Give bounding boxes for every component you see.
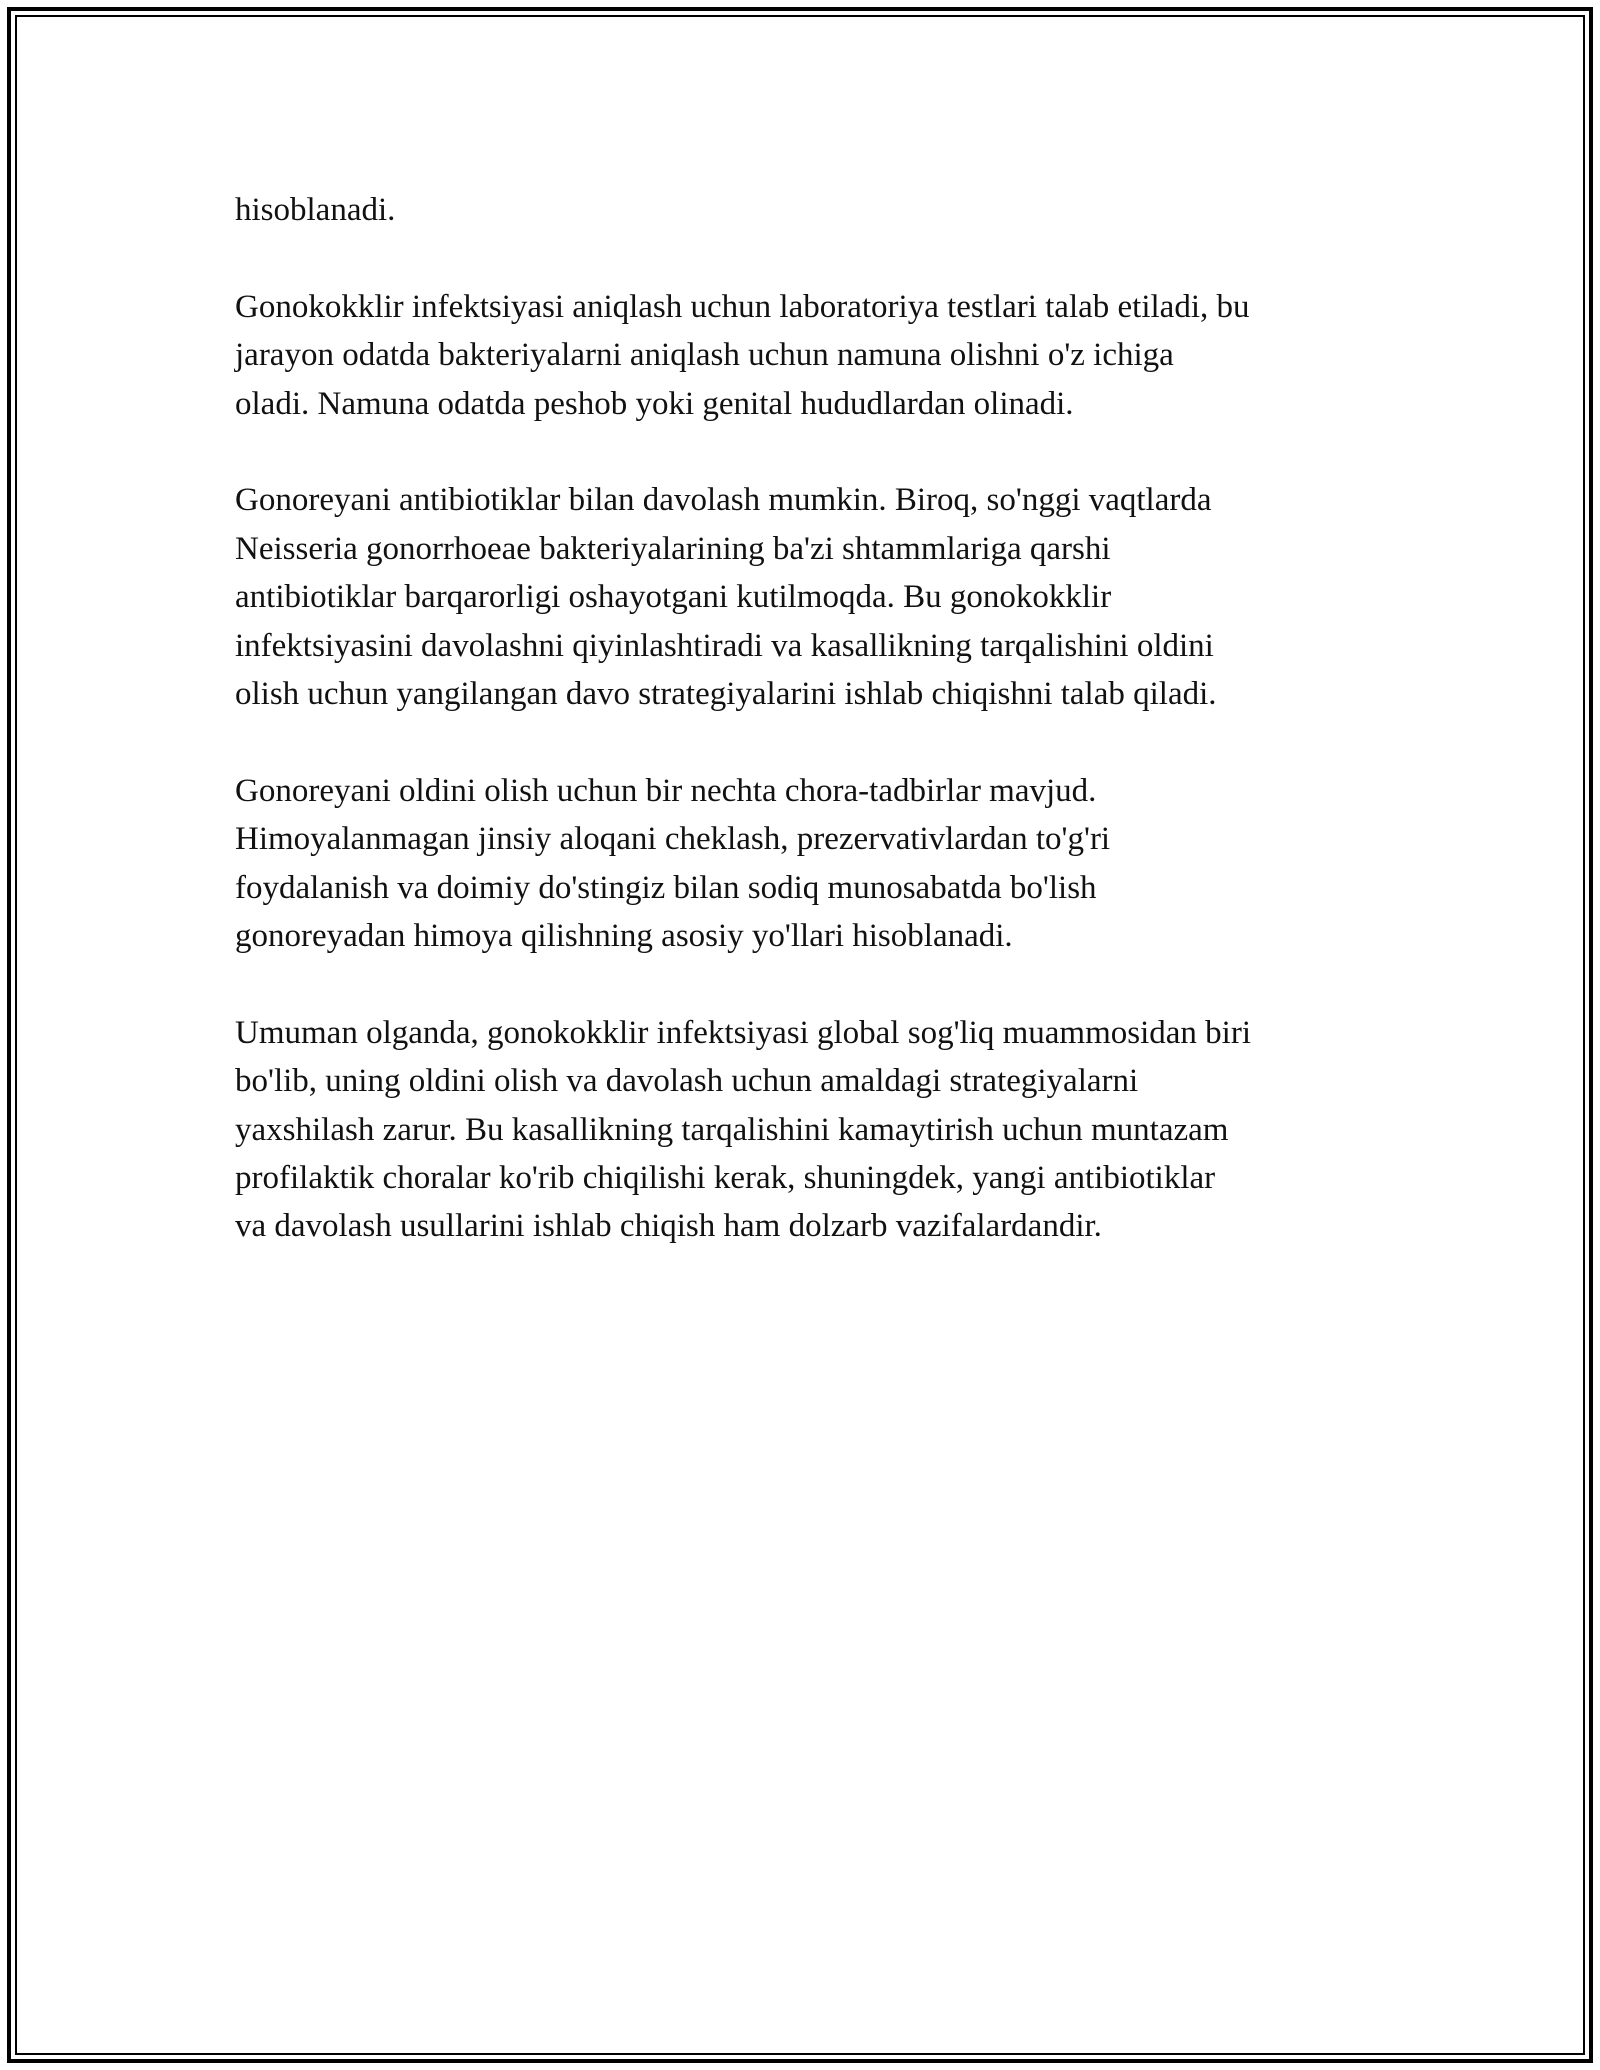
- text-line: foydalanish va doimiy do'stingiz bilan sodiq munosabatda bo'lish: [235, 869, 1097, 906]
- text-line: Himoyalanmagan jinsiy aloqani cheklash, prezervativlardan to'g'ri: [235, 821, 1111, 858]
- text-line: Neisseria gonorrhoeae bakteriyalarining ba'zi shtammlariga qarshi: [235, 530, 1111, 567]
- text-line: bo'lib, uning oldini olish va davolash uchun amaldagi strategiyalarni: [235, 1063, 1139, 1100]
- paragraph-continuation: [235, 186, 1385, 234]
- text-line: profilaktik choralar ko'rib chiqilishi kerak, shuningdek, yangi antibiotiklar: [235, 1160, 1216, 1197]
- document-body: [235, 186, 1385, 1299]
- text-line: oladi. Namuna odatda peshob yoki genital hududlardan olinadi.: [235, 385, 1074, 422]
- text-line: yaxshilash zarur. Bu kasallikning tarqalishini kamaytirish uchun muntazam: [235, 1111, 1229, 1148]
- text-line: infektsiyasini davolashni qiyinlashtiradi va kasallikning tarqalishini oldini: [235, 627, 1214, 664]
- text-line: gonoreyadan himoya qilishning asosiy yo'llari hisoblanadi.: [235, 918, 1013, 955]
- text-line: va davolash usullarini ishlab chiqish ham dolzarb vazifalardandir.: [235, 1208, 1102, 1245]
- text-line: Umuman olganda, gonokokklir infektsiyasi global sog'liq muammosidan biri: [235, 1014, 1251, 1051]
- text-line: Gonoreyani antibiotiklar bilan davolash mumkin. Biroq, so'nggi vaqtlarda: [235, 482, 1212, 519]
- text-line: antibiotiklar barqarorligi oshayotgani kutilmoqda. Bu gonokokklir: [235, 579, 1112, 616]
- paragraph-prevention: [235, 767, 1385, 961]
- text-line: Gonoreyani oldini olish uchun bir nechta chora-tadbirlar mavjud.: [235, 772, 1097, 809]
- paragraph-conclusion: [235, 1009, 1385, 1251]
- paragraph-diagnosis: [235, 283, 1385, 428]
- paragraph-treatment: [235, 476, 1385, 718]
- text-line: olish uchun yangilangan davo strategiyalarini ishlab chiqishni talab qiladi.: [235, 676, 1217, 713]
- text-line: jarayon odatda bakteriyalarni aniqlash uchun namuna olishni o'z ichiga: [235, 337, 1174, 374]
- text-line: hisoblanadi.: [235, 192, 396, 228]
- text-line: Gonokokklir infektsiyasi aniqlash uchun laboratoriya testlari talab etiladi, bu: [235, 288, 1250, 325]
